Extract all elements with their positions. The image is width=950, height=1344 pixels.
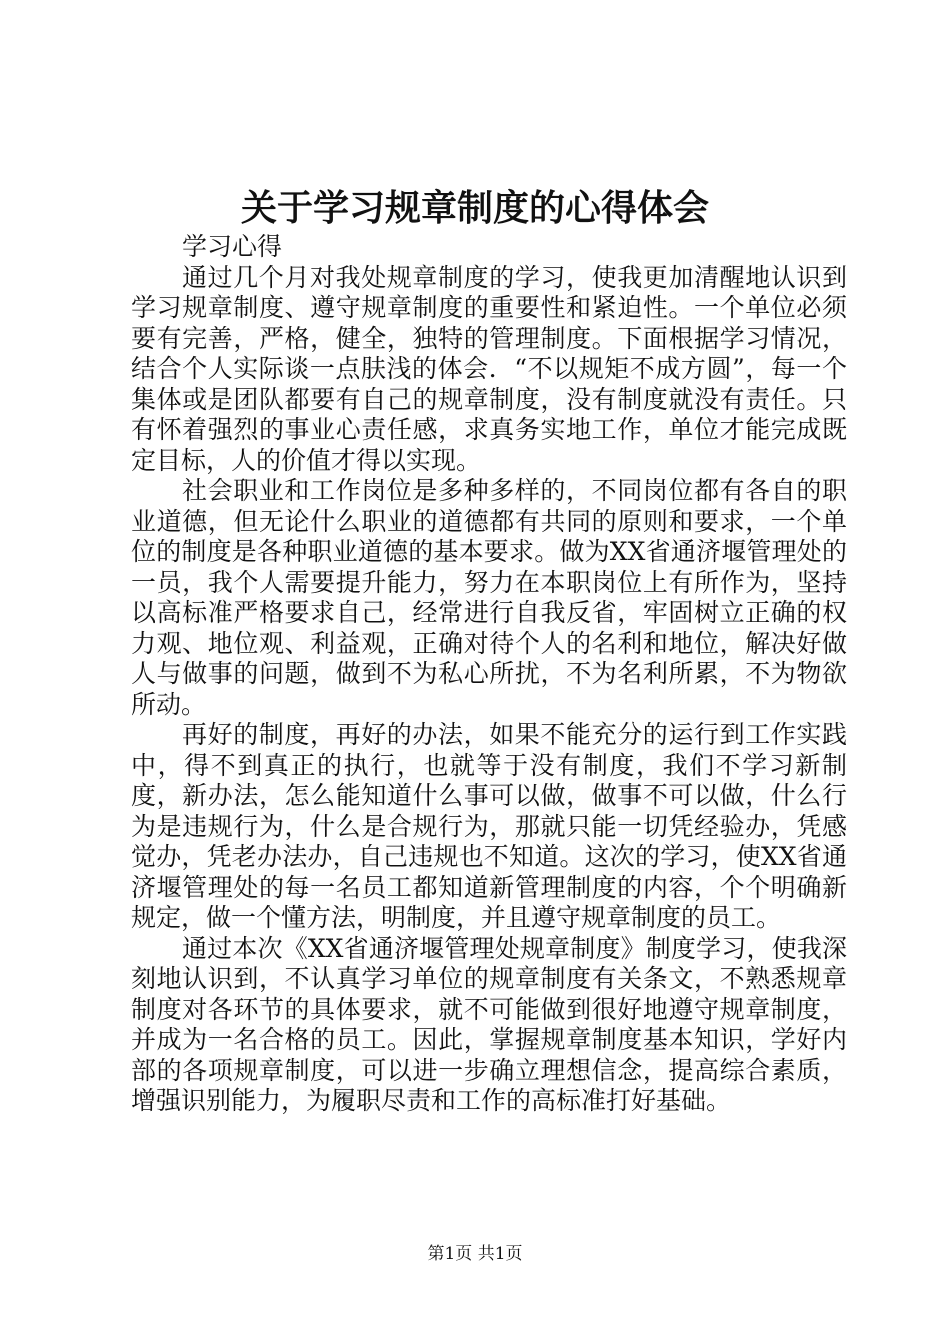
paragraph-1: 通过几个月对我处规章制度的学习，使我更加清醒地认识到学习规章制度、遵守规章制度的重要性和紧迫性。一个单位必须要有完善，严格，健全，独特的管理制度。下面根据学习情况，结合个人实际谈一点肤浅的体会．“不以规矩不成方圆”，每一个集体或是团队都要有自己的规章制度，没有制度就没有责任。只有怀着强烈的事业心责任感，求真务实地工作，单位才能完成既定目标，人的价值才得以实现。 <box>131 262 847 475</box>
paragraph-4: 通过本次《XX省通济堰管理处规章制度》制度学习，使我深刻地认识到，不认真学习单位的规章制度有关条文，不熟悉规章制度对各环节的具体要求，就不可能做到很好地遵守规章制度，并成为一名合格的员工。因此，掌握规章制度基本知识，学好内部的各项规章制度，可以进一步确立理想信念，提高综合素质，增强识别能力，为履职尽责和工作的高标准打好基础。 <box>131 933 847 1115</box>
document-body <box>131 232 847 1117</box>
subheading: 学习心得 <box>182 232 283 261</box>
document-title: 关于学习规章制度的心得体会 <box>240 187 709 229</box>
paragraph-3: 再好的制度，再好的办法，如果不能充分的运行到工作实践中，得不到真正的执行，也就等于没有制度，我们不学习新制度，新办法，怎么能知道什么事可以做，做事不可以做，什么行为是违规行为，什么是合规行为，那就只能一切凭经验办，凭感觉办，凭老办法办，自己违规也不知道。这次的学习，使XX省通济堰管理处的每一名员工都知道新管理制度的内容，个个明确新规定，做一个懂方法，明制度，并且遵守规章制度的员工。 <box>131 720 847 932</box>
paragraph-2: 社会职业和工作岗位是多种多样的，不同岗位都有各自的职业道德，但无论什么职业的道德都有共同的原则和要求，一个单位的制度是各种职业道德的基本要求。做为XX省通济堰管理处的一员，我个人需要提升能力，努力在本职岗位上有所作为，坚持以高标准严格要求自己，经常进行自我反省，牢固树立正确的权力观、地位观、利益观，正确对待个人的名利和地位，解决好做人与做事的问题，做到不为私心所扰，不为名利所累，不为物欲所动。 <box>131 476 847 719</box>
page-footer: 第1页 共1页 <box>427 1244 523 1264</box>
